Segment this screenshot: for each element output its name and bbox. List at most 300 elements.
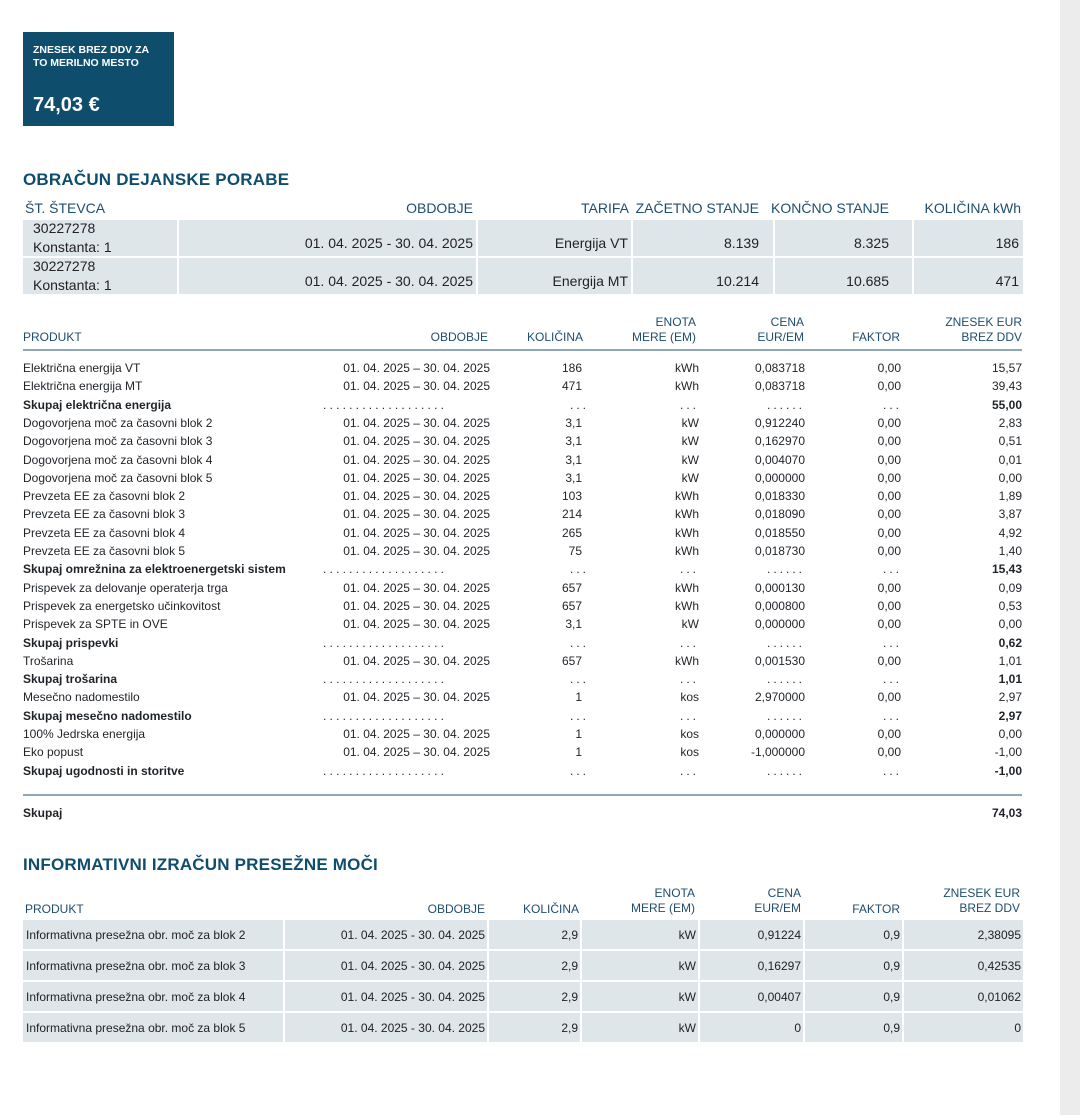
info-product: Informativna presežna obr. moč za blok 3 [26,959,246,973]
meter-row [23,220,1023,256]
product-amount: 0,01 [998,452,1022,467]
product-unit: kWh [675,489,699,504]
dots-factor: ... [882,672,902,687]
product-price: 0,018090 [754,507,805,522]
product-name: Skupaj mesečno nadomestilo [23,708,192,723]
info-period-cell [285,951,487,980]
product-row [23,471,1023,489]
product-factor: 0,00 [877,727,901,741]
product-price: 0,018550 [754,525,805,540]
product-grand-total [23,806,1023,824]
info-product: Informativna presežna obr. moč za blok 5 [26,1021,246,1035]
product-qty: 1 [575,727,582,741]
grand-total-amount: 74,03 [991,806,1022,820]
meter-row [23,258,1023,294]
product-name: Skupaj ugodnosti in storitve [23,763,185,778]
product-period: 01. 04. 2025 – 30. 04. 2025 [343,434,490,449]
product-row [23,453,1023,471]
info-product-cell [23,951,283,980]
product-qty: 214 [561,507,582,522]
product-price: 0,000000 [754,727,805,741]
dots-price: ...... [766,562,805,577]
product-amount: 55,00 [991,397,1022,412]
dots-factor: ... [882,635,902,650]
dots-period: ................... [323,672,448,687]
qty-cell [914,258,1023,294]
product-amount: 1,40 [998,544,1022,558]
product-unit: kW [681,617,699,632]
period-cell [179,258,476,294]
product-row [23,379,1023,397]
product-price: 0,083718 [754,379,805,394]
product-name: Skupaj električna energija [23,397,172,412]
dots-qty: ... [569,397,589,412]
info-amount-cell [904,982,1023,1011]
meter-section-title: OBRAČUN DEJANSKE PORABE [23,170,290,189]
product-price: 0,083718 [754,361,805,375]
info-period: 01. 04. 2025 - 30. 04. 2025 [340,1021,485,1035]
dots-price: ...... [766,763,805,778]
product-unit: kos [680,727,699,741]
meter-number: 30227278 [33,220,96,236]
meter-tariff: Energija MT [552,273,628,289]
product-amount: 0,51 [998,434,1022,449]
dots-unit: ... [679,672,699,687]
product-amount: 1,89 [998,489,1022,504]
page-edge-strip [1060,0,1080,1115]
info-amount: 2,38095 [977,928,1021,942]
product-price: 0,000000 [754,470,805,485]
product-factor: 0,00 [877,470,901,485]
product-amount: 3,87 [998,507,1022,522]
product-unit: kWh [675,361,699,375]
product-name: Eko popust [23,745,84,760]
meter-end: 8.325 [853,235,889,251]
product-factor: 0,00 [877,745,901,760]
info-row [23,982,1023,1011]
product-qty: 3,1 [565,452,582,467]
product-row [23,416,1023,434]
product-amount: -1,00 [994,763,1022,778]
product-total-rule [23,794,1022,796]
subtotal-row [23,636,1023,654]
dots-qty: ... [569,635,589,650]
product-amount: 1,01 [998,653,1022,668]
info-header-price: CENA EUR/EM [754,886,801,915]
product-amount: -1,00 [994,745,1022,760]
info-header-qty: KOLIČINA [522,902,579,916]
product-name: Električna energija VT [23,361,141,375]
product-factor: 0,00 [877,452,901,467]
info-factor: 0,9 [883,928,900,942]
product-row [23,526,1023,544]
info-unit-cell [582,982,698,1011]
product-name: Trošarina [23,653,74,668]
info-row [23,920,1023,949]
info-header-factor: FAKTOR [852,902,900,916]
product-header-amount: ZNESEK EUR BREZ DDV [945,315,1022,344]
product-qty: 3,1 [565,617,582,632]
product-qty: 103 [561,489,582,504]
product-unit: kW [681,415,699,430]
product-amount: 0,53 [998,598,1022,613]
product-row [23,581,1023,599]
info-qty-cell [489,982,580,1011]
info-factor-cell [805,920,902,949]
product-period: 01. 04. 2025 – 30. 04. 2025 [343,544,490,558]
product-name: Skupaj omrežnina za elektroenergetski sistem [23,562,286,577]
info-product-cell [23,920,283,949]
meter-number: 30227278 [33,258,96,274]
info-header-unit: ENOTA MERE (EM) [631,886,695,915]
product-price: 0,000130 [754,580,805,595]
meter-cell [23,220,177,256]
info-price: 0 [794,1021,801,1035]
product-price: 0,018330 [754,489,805,504]
product-period: 01. 04. 2025 – 30. 04. 2025 [343,379,490,394]
dots-price: ...... [766,397,805,412]
product-name: Dogovorjena moč za časovni blok 2 [23,415,213,430]
qty-cell [914,220,1023,256]
subtotal-row [23,398,1023,416]
summary-amount: 74,03 € [33,94,100,116]
product-amount: 2,97 [998,690,1022,705]
info-header-product: PRODUKT [25,902,84,916]
info-period-cell [285,920,487,949]
product-qty: 657 [561,598,582,613]
product-unit: kW [681,434,699,449]
product-factor: 0,00 [877,525,901,540]
product-qty: 471 [561,379,582,394]
product-row [23,617,1023,635]
info-factor: 0,9 [883,990,900,1004]
product-row [23,544,1023,562]
product-period: 01. 04. 2025 – 30. 04. 2025 [343,507,490,522]
info-unit-cell [582,1013,698,1042]
product-name: Dogovorjena moč za časovni blok 5 [23,470,213,485]
product-unit: kWh [675,598,699,613]
info-amount-cell [904,951,1023,980]
dots-period: ................... [323,635,448,650]
product-qty: 186 [561,361,582,375]
product-name: Mesečno nadomestilo [23,690,140,705]
info-period: 01. 04. 2025 - 30. 04. 2025 [340,928,485,942]
info-product-cell [23,1013,283,1042]
info-period: 01. 04. 2025 - 30. 04. 2025 [340,990,485,1004]
product-header-period: OBDOBJE [430,330,488,344]
tariff-cell [478,258,631,294]
info-factor-cell [805,951,902,980]
product-price: -1,000000 [750,745,805,760]
header-qty: KOLIČINA kWh [924,200,1021,216]
tariff-cell [478,220,631,256]
product-header-qty: KOLIČINA [526,330,583,344]
product-name: Skupaj trošarina [23,672,118,687]
product-row [23,654,1023,672]
product-qty: 3,1 [565,415,582,430]
dots-price: ...... [766,708,805,723]
info-factor: 0,9 [883,1021,900,1035]
product-factor: 0,00 [877,653,901,668]
product-name: Dogovorjena moč za časovni blok 4 [23,452,213,467]
product-qty: 75 [568,544,582,558]
info-qty-cell [489,920,580,949]
product-header-unit: ENOTA MERE (EM) [632,315,696,344]
product-factor: 0,00 [877,361,901,375]
product-period: 01. 04. 2025 – 30. 04. 2025 [343,580,490,595]
product-row [23,507,1023,525]
header-tariff: TARIFA [581,200,629,216]
dots-factor: ... [882,708,902,723]
info-amount: 0,42535 [977,959,1021,973]
dots-period: ................... [323,397,448,412]
product-unit: kWh [675,544,699,558]
info-price: 0,91224 [757,928,801,942]
meter-start: 8.139 [723,235,759,251]
end-cell [775,258,912,294]
product-amount: 39,43 [991,379,1022,394]
info-qty-cell [489,1013,580,1042]
product-amount: 0,62 [998,635,1022,650]
info-unit-cell [582,920,698,949]
dots-qty: ... [569,708,589,723]
product-price: 0,912240 [754,415,805,430]
start-cell [633,220,773,256]
product-qty: 1 [575,745,582,760]
subtotal-row [23,764,1023,782]
info-section-title: INFORMATIVNI IZRAČUN PRESEŽNE MOČI [23,855,378,874]
product-amount: 1,01 [998,672,1022,687]
product-price: 0,018730 [754,544,805,558]
product-name: Prevzeta EE za časovni blok 3 [23,507,186,522]
info-factor: 0,9 [883,959,900,973]
info-qty-cell [489,951,580,980]
product-price: 0,000800 [754,598,805,613]
info-product: Informativna presežna obr. moč za blok 4 [26,990,246,1004]
product-unit: kWh [675,653,699,668]
product-name: Prispevek za energetsko učinkovitost [23,598,221,613]
product-name: Prispevek za SPTE in OVE [23,617,168,632]
meter-constant: Konstanta: 1 [33,277,112,293]
dots-unit: ... [679,708,699,723]
info-row [23,1013,1023,1042]
product-period: 01. 04. 2025 – 30. 04. 2025 [343,415,490,430]
product-amount: 0,00 [998,617,1022,632]
info-amount: 0 [1014,1021,1021,1035]
product-unit: kWh [675,580,699,595]
product-amount: 15,43 [991,562,1022,577]
product-name: Električna energija MT [23,379,143,394]
meter-tariff: Energija VT [554,235,628,251]
product-period: 01. 04. 2025 – 30. 04. 2025 [343,727,490,741]
product-amount: 2,97 [998,708,1022,723]
product-factor: 0,00 [877,379,901,394]
header-period: OBDOBJE [406,200,473,216]
dots-period: ................... [323,562,448,577]
dots-price: ...... [766,672,805,687]
product-price: 0,000000 [754,617,805,632]
product-factor: 0,00 [877,690,901,705]
product-factor: 0,00 [877,598,901,613]
product-row [23,434,1023,452]
info-unit-cell [582,951,698,980]
subtotal-row [23,562,1023,580]
period-cell [179,220,476,256]
info-qty: 2,9 [561,990,578,1004]
product-name: Prispevek za delovanje operaterja trga [23,580,228,595]
product-unit: kWh [675,507,699,522]
product-header-price: CENA EUR/EM [757,315,804,344]
info-amount: 0,01062 [977,990,1021,1004]
info-unit: kW [678,1021,696,1035]
meter-period: 01. 04. 2025 - 30. 04. 2025 [304,273,473,289]
product-header-factor: FAKTOR [852,330,900,344]
product-period: 01. 04. 2025 – 30. 04. 2025 [343,653,490,668]
meter-end: 10.685 [846,273,889,289]
product-row [23,745,1023,763]
info-period-cell [285,1013,487,1042]
info-row [23,951,1023,980]
end-cell [775,220,912,256]
product-name: Skupaj prispevki [23,635,119,650]
product-row [23,599,1023,617]
info-unit: kW [678,990,696,1004]
product-period: 01. 04. 2025 – 30. 04. 2025 [343,525,490,540]
start-cell [633,258,773,294]
product-price: 0,162970 [754,434,805,449]
product-row [23,727,1023,745]
product-factor: 0,00 [877,617,901,632]
dots-factor: ... [882,763,902,778]
dots-unit: ... [679,635,699,650]
dots-period: ................... [323,708,448,723]
product-amount: 0,00 [998,470,1022,485]
product-period: 01. 04. 2025 – 30. 04. 2025 [343,745,490,760]
product-period: 01. 04. 2025 – 30. 04. 2025 [343,470,490,485]
product-amount: 0,09 [998,580,1022,595]
product-unit: kWh [675,379,699,394]
info-period-cell [285,982,487,1011]
product-unit: kW [681,452,699,467]
subtotal-row [23,672,1023,690]
product-name: Prevzeta EE za časovni blok 4 [23,525,186,540]
info-amount-cell [904,920,1023,949]
info-price: 0,00407 [757,990,801,1004]
product-qty: 3,1 [565,434,582,449]
product-price: 2,970000 [754,690,805,705]
info-qty: 2,9 [561,928,578,942]
product-price: 0,001530 [754,653,805,668]
product-period: 01. 04. 2025 – 30. 04. 2025 [343,452,490,467]
product-period: 01. 04. 2025 – 30. 04. 2025 [343,489,490,504]
product-header-rule [23,349,1022,351]
header-start: ZAČETNO STANJE [635,200,759,216]
dots-period: ................... [323,763,448,778]
meter-qty: 186 [995,235,1019,251]
info-price-cell [700,1013,803,1042]
info-price-cell [700,951,803,980]
meter-qty: 471 [995,273,1019,289]
product-unit: kWh [675,525,699,540]
product-unit: kos [680,690,699,705]
info-product-cell [23,982,283,1011]
product-period: 01. 04. 2025 – 30. 04. 2025 [343,361,490,375]
product-qty: 265 [561,525,582,540]
product-name: Dogovorjena moč za časovni blok 3 [23,434,213,449]
product-qty: 657 [561,580,582,595]
dots-qty: ... [569,562,589,577]
product-amount: 2,83 [998,415,1022,430]
info-header-period: OBDOBJE [427,902,485,916]
dots-unit: ... [679,562,699,577]
meter-table-header [23,200,1023,218]
product-period: 01. 04. 2025 – 30. 04. 2025 [343,690,490,705]
info-amount-cell [904,1013,1023,1042]
product-row [23,361,1023,379]
meter-period: 01. 04. 2025 - 30. 04. 2025 [304,235,473,251]
dots-qty: ... [569,763,589,778]
product-factor: 0,00 [877,415,901,430]
product-qty: 1 [575,690,582,705]
info-header-amount: ZNESEK EUR BREZ DDV [943,886,1020,915]
info-factor-cell [805,1013,902,1042]
product-name: 100% Jedrska energija [23,727,146,741]
dots-qty: ... [569,672,589,687]
product-unit: kos [680,745,699,760]
product-qty: 657 [561,653,582,668]
meter-start: 10.214 [716,273,759,289]
meter-cell [23,258,177,294]
info-period: 01. 04. 2025 - 30. 04. 2025 [340,959,485,973]
dots-unit: ... [679,397,699,412]
product-row [23,690,1023,708]
product-price: 0,004070 [754,452,805,467]
dots-factor: ... [882,397,902,412]
summary-total-box [23,32,174,126]
info-factor-cell [805,982,902,1011]
product-name: Prevzeta EE za časovni blok 2 [23,489,186,504]
info-product: Informativna presežna obr. moč za blok 2 [26,928,246,942]
info-price-cell [700,982,803,1011]
product-qty: 3,1 [565,470,582,485]
dots-factor: ... [882,562,902,577]
summary-label: ZNESEK BREZ DDV ZA TO MERILNO MESTO [33,44,149,69]
info-qty: 2,9 [561,1021,578,1035]
meter-constant: Konstanta: 1 [33,239,112,255]
product-name: Prevzeta EE za časovni blok 5 [23,544,186,558]
product-factor: 0,00 [877,507,901,522]
dots-price: ...... [766,635,805,650]
product-amount: 0,00 [998,727,1022,741]
subtotal-row [23,709,1023,727]
product-factor: 0,00 [877,544,901,558]
product-factor: 0,00 [877,580,901,595]
product-factor: 0,00 [877,434,901,449]
header-meter: ŠT. ŠTEVCA [25,200,106,216]
info-price: 0,16297 [757,959,801,973]
info-unit: kW [678,928,696,942]
product-header-product: PRODUKT [23,330,82,344]
product-factor: 0,00 [877,489,901,504]
product-period: 01. 04. 2025 – 30. 04. 2025 [343,617,490,632]
grand-total-label: Skupaj [23,806,63,820]
product-amount: 4,92 [998,525,1022,540]
info-qty: 2,9 [561,959,578,973]
info-unit: kW [678,959,696,973]
header-end: KONČNO STANJE [771,200,889,216]
product-amount: 15,57 [991,361,1022,375]
product-period: 01. 04. 2025 – 30. 04. 2025 [343,598,490,613]
